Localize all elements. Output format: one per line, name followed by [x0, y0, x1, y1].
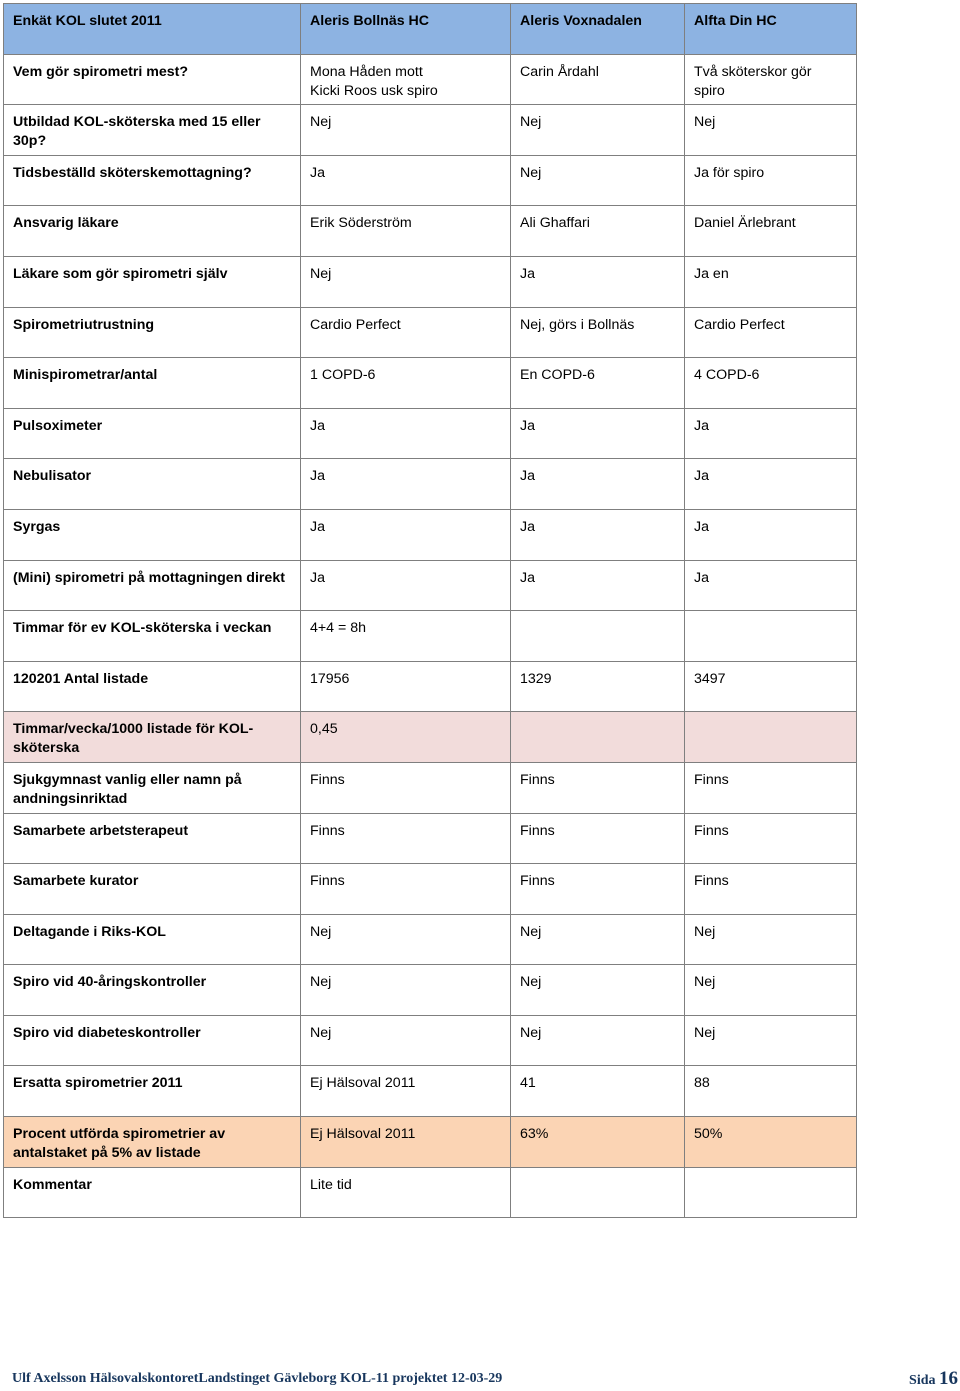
row-label: Kommentar [4, 1167, 301, 1218]
cell-alfta: Daniel Ärlebrant [685, 206, 857, 257]
cell-bollnas: Finns [301, 762, 511, 813]
cell-alfta: Ja [685, 509, 857, 560]
cell-bollnas: Ja [301, 155, 511, 206]
cell-alfta: 50% [685, 1117, 857, 1168]
row-label: Syrgas [4, 509, 301, 560]
table-row [4, 307, 857, 358]
cell-alfta [685, 712, 857, 763]
cell-voxnadalen: Finns [511, 813, 685, 864]
row-label: Samarbete kurator [4, 864, 301, 915]
footer-page-indicator [909, 1368, 958, 1390]
cell-voxnadalen: 63% [511, 1117, 685, 1168]
cell-alfta: Ja [685, 560, 857, 611]
row-label: Procent utförda spirometrier av antalstaket på 5% av listade [4, 1117, 301, 1168]
row-label: Deltagande i Riks-KOL [4, 914, 301, 965]
cell-bollnas: Finns [301, 864, 511, 915]
table-row [4, 864, 857, 915]
cell-bollnas: Ja [301, 459, 511, 510]
footer-page-label: Sida [909, 1373, 936, 1388]
table-row [4, 1117, 857, 1168]
cell-bollnas: Nej [301, 965, 511, 1016]
row-label: Nebulisator [4, 459, 301, 510]
cell-voxnadalen: Finns [511, 864, 685, 915]
header-cell-bollnas: Aleris Bollnäs HC [301, 4, 511, 55]
row-label: Samarbete arbetsterapeut [4, 813, 301, 864]
table-row [4, 712, 857, 763]
table-row [4, 611, 857, 662]
table-row [4, 459, 857, 510]
cell-bollnas: Ja [301, 560, 511, 611]
footer-author-line: Ulf Axelsson HälsovalskontoretLandstinget Gävleborg KOL-11 projektet 12-03-29 [12, 1371, 503, 1386]
cell-alfta: Finns [685, 813, 857, 864]
table-row [4, 358, 857, 409]
cell-bollnas: Ej Hälsoval 2011 [301, 1117, 511, 1168]
cell-alfta: Nej [685, 914, 857, 965]
cell-bollnas: 17956 [301, 661, 511, 712]
cell-voxnadalen: En COPD-6 [511, 358, 685, 409]
table-row [4, 256, 857, 307]
cell-alfta: Finns [685, 864, 857, 915]
row-label: Sjukgymnast vanlig eller namn på andningsinriktad [4, 762, 301, 813]
cell-alfta: Nej [685, 1015, 857, 1066]
row-label: Ansvarig läkare [4, 206, 301, 257]
row-label: Timmar/vecka/1000 listade för KOL- sköterska [4, 712, 301, 763]
row-label: Spiro vid diabeteskontroller [4, 1015, 301, 1066]
cell-alfta: Två sköterskor gör spiro [685, 54, 857, 105]
cell-voxnadalen: Nej [511, 1015, 685, 1066]
cell-voxnadalen: Ali Ghaffari [511, 206, 685, 257]
header-row [4, 4, 857, 55]
row-label: Timmar för ev KOL-sköterska i veckan [4, 611, 301, 662]
cell-alfta: Ja en [685, 256, 857, 307]
cell-bollnas: Cardio Perfect [301, 307, 511, 358]
cell-bollnas: Ej Hälsoval 2011 [301, 1066, 511, 1117]
survey-table [3, 3, 857, 1218]
cell-bollnas: Lite tid [301, 1167, 511, 1218]
cell-alfta [685, 611, 857, 662]
header-cell-alfta: Alfta Din HC [685, 4, 857, 55]
cell-voxnadalen: 1329 [511, 661, 685, 712]
cell-alfta: Nej [685, 105, 857, 156]
cell-bollnas: 1 COPD-6 [301, 358, 511, 409]
cell-alfta: 88 [685, 1066, 857, 1117]
cell-voxnadalen [511, 1167, 685, 1218]
row-label: Spirometriutrustning [4, 307, 301, 358]
cell-voxnadalen: Nej, görs i Bollnäs [511, 307, 685, 358]
table-row [4, 54, 857, 105]
cell-bollnas: 4+4 = 8h [301, 611, 511, 662]
row-label: (Mini) spirometri på mottagningen direkt [4, 560, 301, 611]
cell-alfta: Nej [685, 965, 857, 1016]
table-row [4, 1167, 857, 1218]
table-row [4, 155, 857, 206]
row-label: Ersatta spirometrier 2011 [4, 1066, 301, 1117]
header-cell-survey: Enkät KOL slutet 2011 [4, 4, 301, 55]
cell-voxnadalen [511, 712, 685, 763]
table-row [4, 813, 857, 864]
cell-alfta: Ja [685, 408, 857, 459]
cell-alfta: Finns [685, 762, 857, 813]
table-row [4, 408, 857, 459]
table-row [4, 509, 857, 560]
table-row [4, 1015, 857, 1066]
row-label: Spiro vid 40-åringskontroller [4, 965, 301, 1016]
footer-page-number: 16 [939, 1368, 958, 1389]
cell-voxnadalen: Nej [511, 105, 685, 156]
cell-voxnadalen: Ja [511, 459, 685, 510]
table-row [4, 762, 857, 813]
table-row [4, 965, 857, 1016]
cell-voxnadalen: Nej [511, 914, 685, 965]
cell-alfta: Ja för spiro [685, 155, 857, 206]
row-label: Minispirometrar/antal [4, 358, 301, 409]
row-label: 120201 Antal listade [4, 661, 301, 712]
table-row [4, 914, 857, 965]
cell-alfta: Cardio Perfect [685, 307, 857, 358]
cell-alfta: 3497 [685, 661, 857, 712]
cell-bollnas: Nej [301, 1015, 511, 1066]
cell-voxnadalen: Carin Årdahl [511, 54, 685, 105]
cell-voxnadalen [511, 611, 685, 662]
cell-bollnas: Ja [301, 509, 511, 560]
cell-alfta: 4 COPD-6 [685, 358, 857, 409]
cell-voxnadalen: Ja [511, 408, 685, 459]
table-row [4, 105, 857, 156]
row-label: Läkare som gör spirometri själv [4, 256, 301, 307]
cell-voxnadalen: Ja [511, 560, 685, 611]
cell-voxnadalen: Ja [511, 509, 685, 560]
row-label: Vem gör spirometri mest? [4, 54, 301, 105]
table-row [4, 560, 857, 611]
table-row [4, 661, 857, 712]
cell-bollnas: Mona Håden mott Kicki Roos usk spiro [301, 54, 511, 105]
cell-voxnadalen: Nej [511, 155, 685, 206]
cell-bollnas: Nej [301, 914, 511, 965]
cell-voxnadalen: 41 [511, 1066, 685, 1117]
cell-bollnas: Nej [301, 105, 511, 156]
cell-bollnas: Ja [301, 408, 511, 459]
cell-bollnas: Nej [301, 256, 511, 307]
cell-voxnadalen: Nej [511, 965, 685, 1016]
cell-alfta: Ja [685, 459, 857, 510]
row-label: Pulsoximeter [4, 408, 301, 459]
cell-voxnadalen: Finns [511, 762, 685, 813]
cell-bollnas: 0,45 [301, 712, 511, 763]
table-row [4, 206, 857, 257]
table-row [4, 1066, 857, 1117]
row-label: Tidsbeställd sköterskemottagning? [4, 155, 301, 206]
cell-voxnadalen: Ja [511, 256, 685, 307]
header-cell-voxnadalen: Aleris Voxnadalen [511, 4, 685, 55]
cell-alfta [685, 1167, 857, 1218]
cell-bollnas: Erik Söderström [301, 206, 511, 257]
cell-bollnas: Finns [301, 813, 511, 864]
row-label: Utbildad KOL-sköterska med 15 eller 30p? [4, 105, 301, 156]
